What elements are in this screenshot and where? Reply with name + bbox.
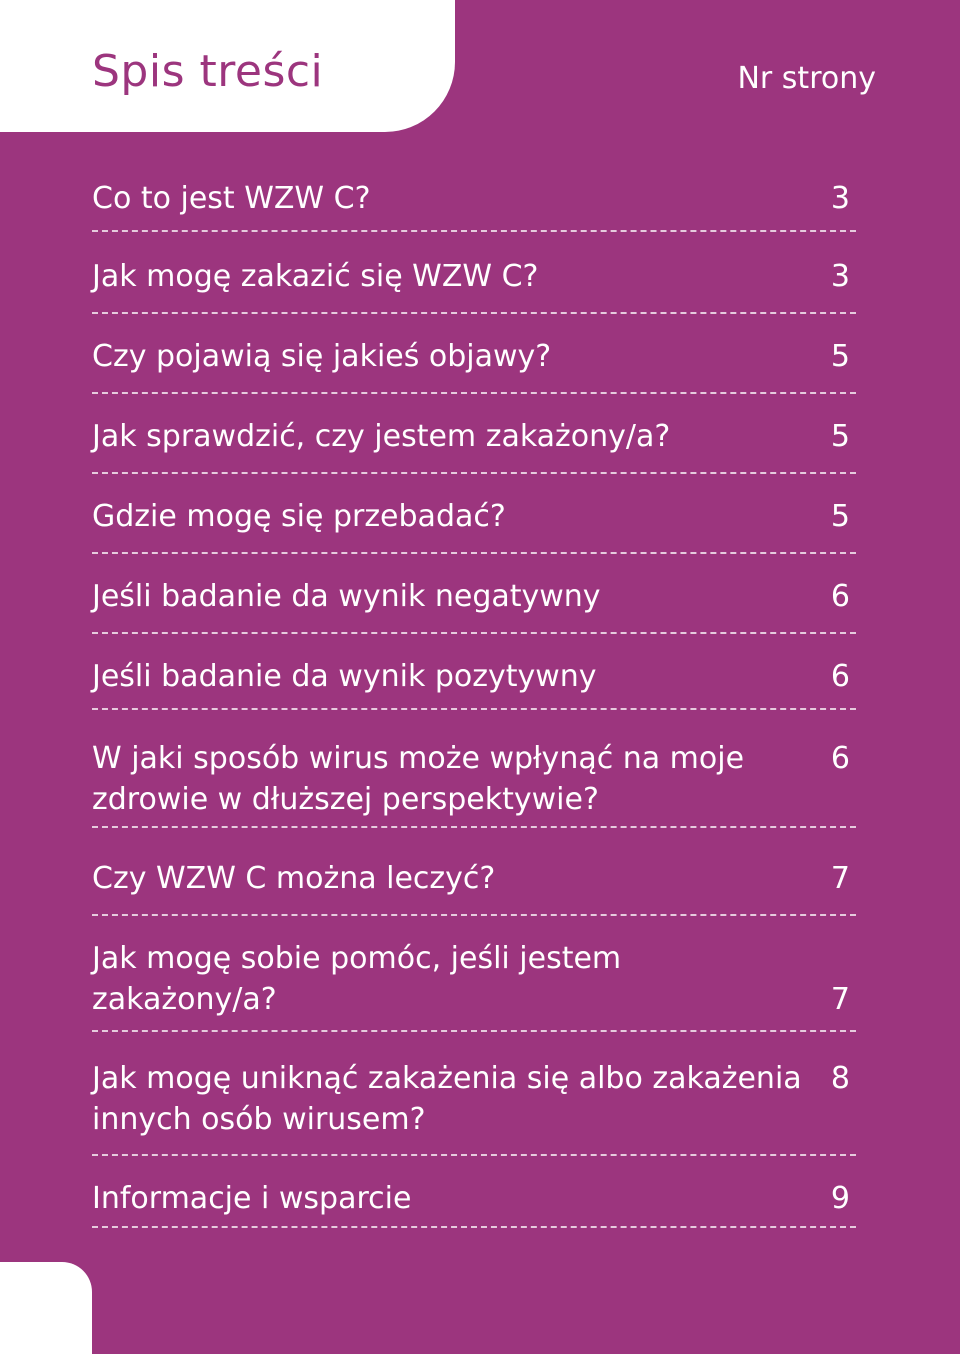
toc-entry-label: Jak mogę zakazić się WZW C? [92,259,539,294]
toc-entry[interactable] [92,496,856,554]
toc-entry-page: 3 [830,259,850,294]
toc-entry[interactable] [92,738,856,828]
toc-entry-page: 6 [830,741,850,776]
toc-entry-label: Co to jest WZW C? [92,181,371,216]
corner-tab [0,1262,92,1354]
toc-entry-label: Informacje i wsparcie [92,1181,412,1216]
toc-entry-page: 6 [830,579,850,614]
toc-entry[interactable] [92,1178,856,1228]
page-title: Spis treści [92,46,324,97]
toc-entry[interactable] [92,178,856,232]
toc-entry-label: W jaki sposób wirus może wpłynąć na moje zdrowie w dłuższej perspektywie? [92,741,745,817]
toc-entry-page: 5 [830,339,850,374]
toc-entry[interactable] [92,576,856,634]
toc-entry[interactable] [92,416,856,474]
toc-entry-page: 6 [830,659,850,694]
toc-entry-page: 5 [830,419,850,454]
toc-entry-label: Czy pojawią się jakieś objawy? [92,339,552,374]
page-number-column-label: Nr strony [737,61,876,96]
toc-entry-page: 7 [830,861,850,896]
toc-entry-page: 7 [830,982,850,1017]
toc-entry[interactable] [92,938,856,1032]
toc-entry-page: 8 [830,1061,850,1096]
toc-entry-label: Jeśli badanie da wynik pozytywny [92,659,597,694]
toc-entry-label: Czy WZW C można leczyć? [92,861,496,896]
toc-entry-label: Jeśli badanie da wynik negatywny [92,579,601,614]
toc-entry[interactable] [92,656,856,710]
toc-entry-page: 9 [830,1181,850,1216]
toc-entry[interactable] [92,336,856,394]
toc-entry-label: Jak sprawdzić, czy jestem zakażony/a? [92,419,671,454]
toc-entry[interactable] [92,256,856,314]
toc-entry[interactable] [92,1058,856,1156]
toc-entry-label: Jak mogę sobie pomóc, jeśli jestem zakażony/a? [92,941,622,1017]
toc-entry-page: 3 [830,181,850,216]
toc-entry-page: 5 [830,499,850,534]
toc-entry[interactable] [92,858,856,916]
toc-entry-label: Jak mogę uniknąć zakażenia się albo zakażenia innych osób wirusem? [92,1061,802,1137]
toc-entry-label: Gdzie mogę się przebadać? [92,499,506,534]
